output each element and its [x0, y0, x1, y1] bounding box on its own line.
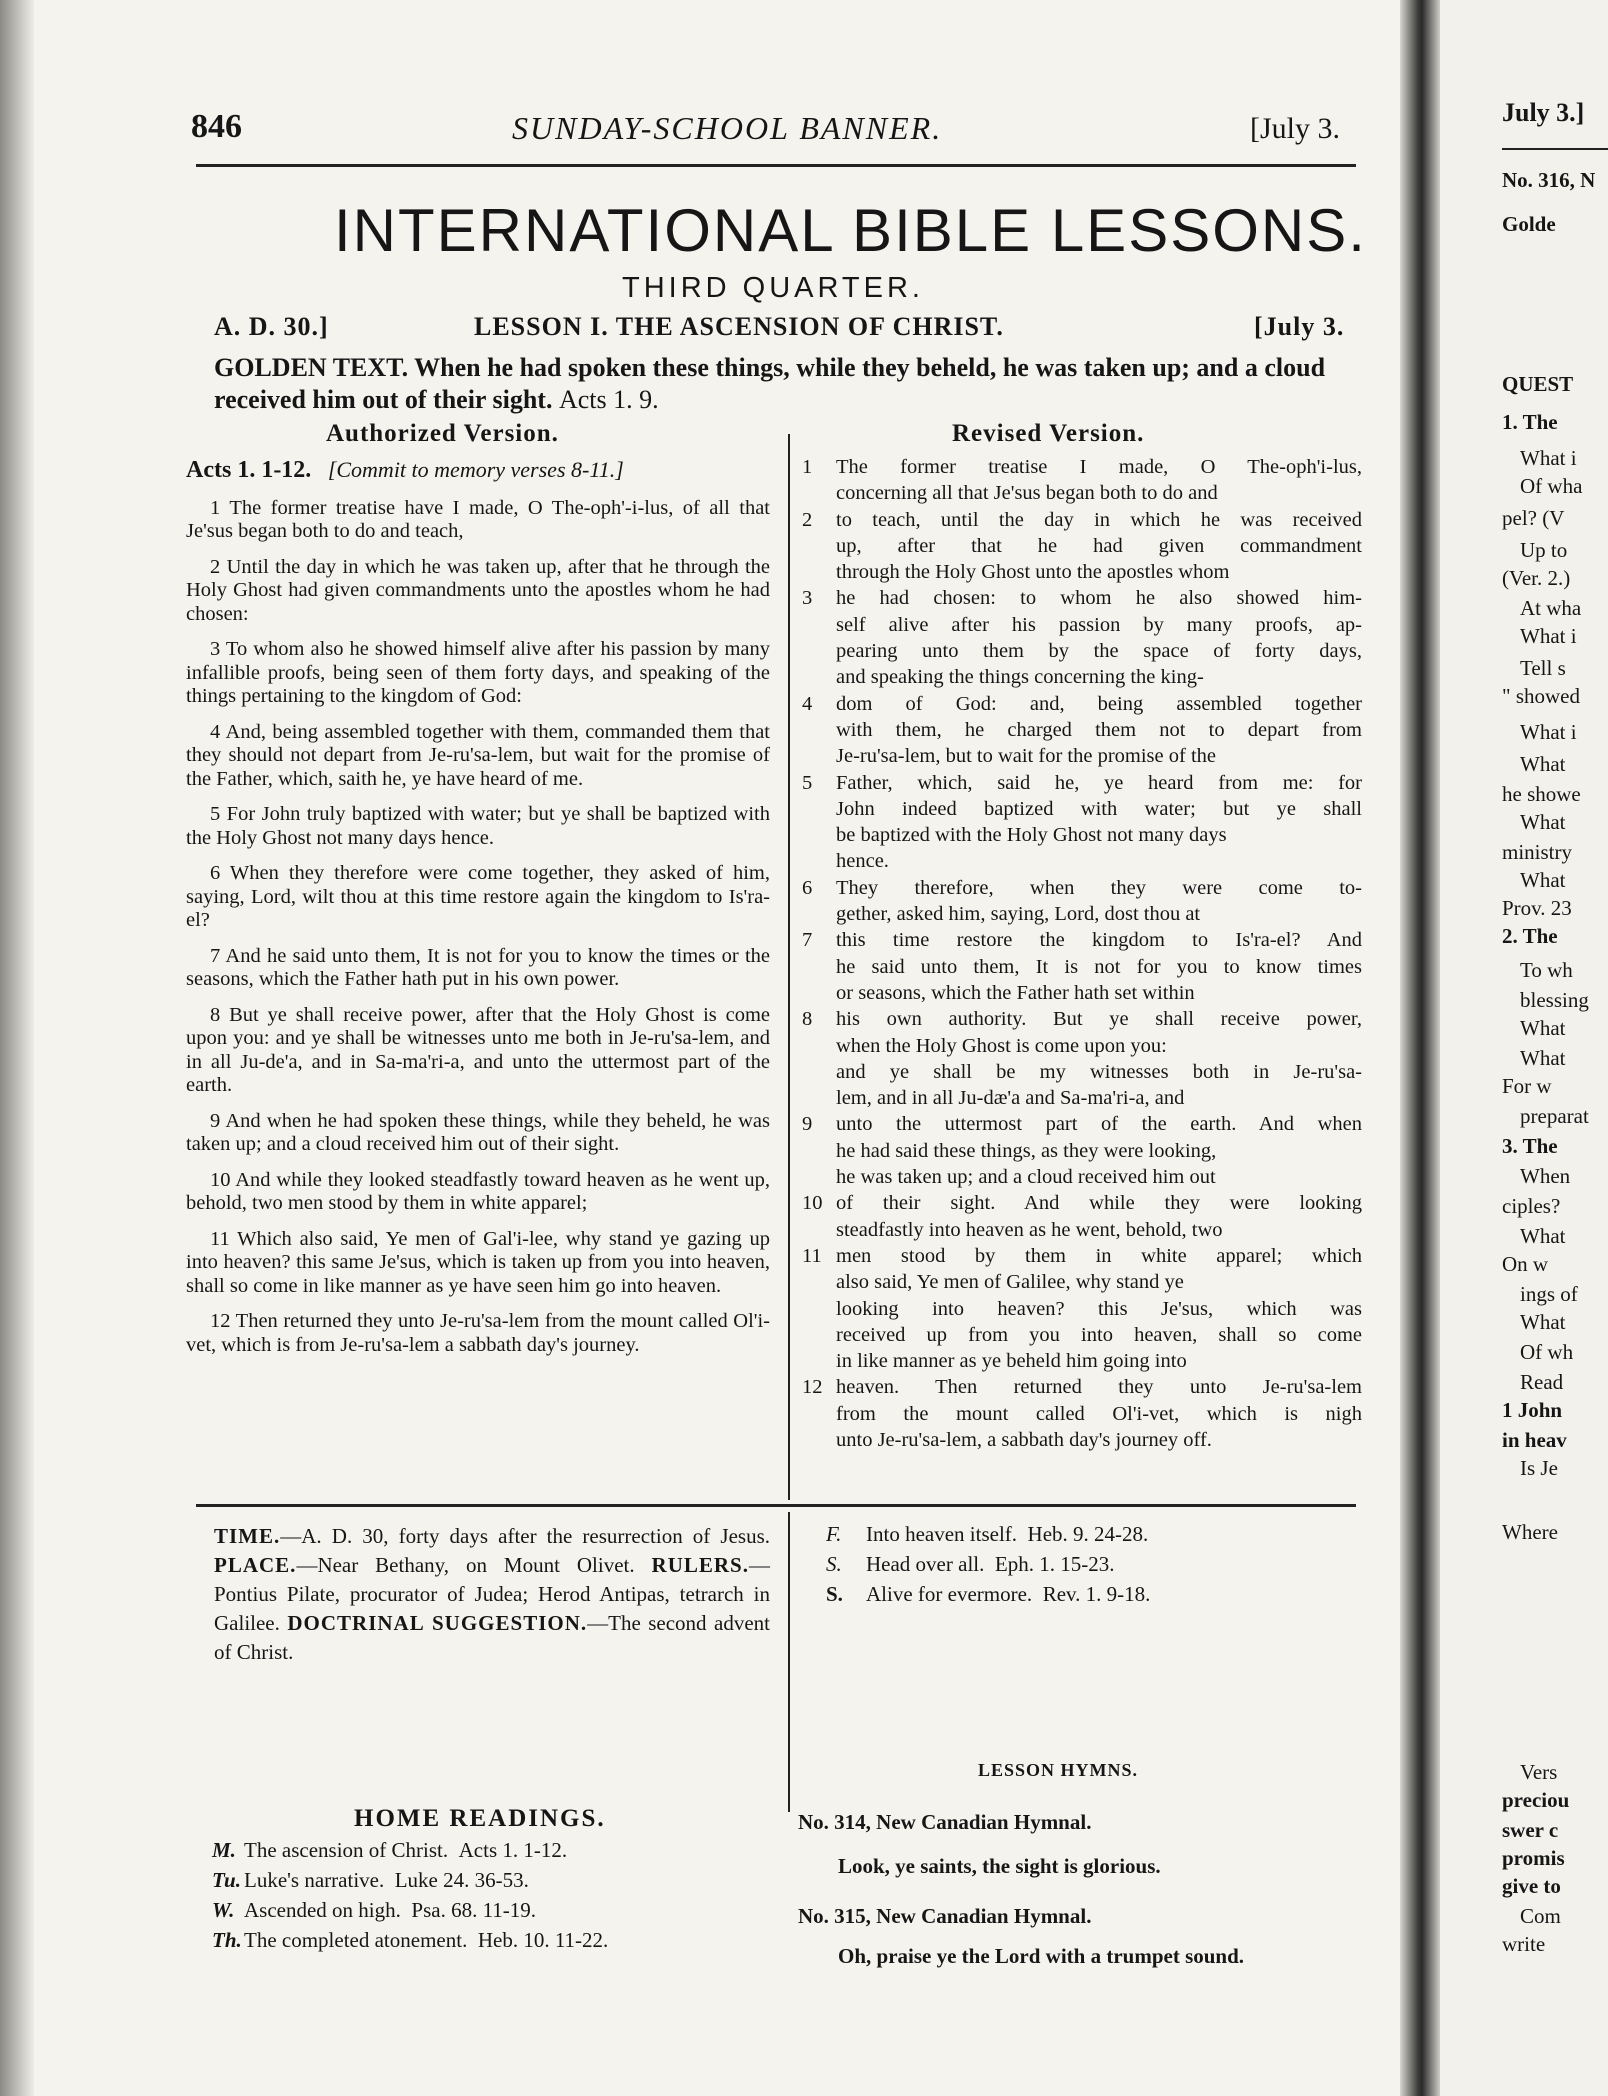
- revised-line: [802, 1033, 1362, 1059]
- facing-page-fragment: Read: [1520, 1370, 1564, 1394]
- verse-number: [802, 1164, 836, 1190]
- facing-page-fragment: give to: [1502, 1874, 1561, 1898]
- verse: 9 And when he had spoken these things, while they beheld, he was taken up; and a cloud received him out of their sight.: [186, 1109, 770, 1155]
- reading-item: W. Ascended on high. Psa. 68. 11-19.: [212, 1898, 537, 1922]
- verse-number: 9: [802, 1113, 813, 1136]
- revised-line: [802, 1296, 1362, 1322]
- revised-line: [802, 980, 1362, 1006]
- verse-number: 7: [802, 929, 813, 952]
- facing-page-fragment: Com: [1520, 1904, 1561, 1928]
- revised-line: [802, 1401, 1362, 1427]
- revised-text: of their sight. And while they were looking: [836, 1192, 1362, 1215]
- verse-number: [802, 980, 836, 1006]
- revised-text: he had said these things, as they were looking,: [836, 1139, 1217, 1162]
- lesson-name: LESSON I. THE ASCENSION OF CHRIST.: [474, 312, 1004, 341]
- verse-number: [802, 1085, 836, 1111]
- facing-page-fragment: Up to: [1520, 538, 1568, 562]
- verse-number: [802, 559, 836, 585]
- revised-text: he was taken up; and a cloud received him out: [836, 1166, 1216, 1189]
- hymn-first-line: Oh, praise ye the Lord with a trumpet sound.: [838, 1944, 1245, 1968]
- revised-line: [802, 638, 1362, 664]
- revised-text: to teach, until the day in which he was received: [836, 508, 1362, 531]
- revised-line: [802, 1111, 1362, 1137]
- verse: 2 Until the day in which he was taken up, after that he through the Holy Ghost had given commandments unto the apostles whom he had chosen:: [186, 555, 770, 625]
- revised-text: pearing unto them by the space of forty days,: [836, 640, 1362, 663]
- facing-page-fragment: What: [1520, 1310, 1566, 1334]
- revised-text: gether, asked him, saying, Lord, dost thou at: [836, 903, 1201, 926]
- verse: 5 For John truly baptized with water; but ye shall be baptized with the Holy Ghost not many days hence.: [186, 803, 770, 849]
- lesson-hymns-title: LESSON HYMNS.: [978, 1760, 1139, 1780]
- facing-page-fragment: pel? (V: [1502, 506, 1565, 530]
- revised-line: [802, 664, 1362, 690]
- revised-line: [802, 1322, 1362, 1348]
- revised-line: [802, 875, 1362, 901]
- facing-page-fragment: What: [1520, 868, 1566, 892]
- scripture-reference: Acts 1. 1-12. [Commit to memory verses 8-11.]: [186, 457, 624, 483]
- facing-page-fragment: ciples?: [1502, 1194, 1561, 1218]
- home-readings-list: [212, 1838, 772, 1958]
- revised-line: [802, 507, 1362, 533]
- revised-line: [802, 822, 1362, 848]
- facing-page: [1440, 0, 1608, 2096]
- revised-text: Father, which, said he, ye heard from me: for: [836, 771, 1362, 794]
- golden-text-label: GOLDEN TEXT.: [214, 353, 409, 382]
- verse-number: [802, 901, 836, 927]
- facing-page-fragment: preciou: [1502, 1788, 1570, 1812]
- verse-number: [802, 1401, 836, 1427]
- verse-number: [802, 822, 836, 848]
- facing-page-fragment: " showed: [1502, 684, 1580, 708]
- facing-page-fragment: Of wha: [1520, 474, 1583, 498]
- revised-line: [802, 612, 1362, 638]
- revised-line: [802, 1269, 1362, 1295]
- revised-line: [802, 559, 1362, 585]
- verse-number: [802, 664, 836, 690]
- reading-item: M. The ascension of Christ. Acts 1. 1-12.: [212, 1838, 568, 1862]
- facing-page-fragment: ministry: [1502, 840, 1573, 864]
- authorized-column: [186, 458, 770, 1369]
- reading-item: S. Alive for evermore. Rev. 1. 9-18.: [826, 1582, 1151, 1606]
- revised-text: through the Holy Ghost unto the apostles whom: [836, 561, 1230, 584]
- verse: 8 But ye shall receive power, after that the Holy Ghost is come upon you: and ye shall be witnesses unto me both in Je-ru'sa-lem, and in all Ju-de'a, and in Sa-ma'ri-a, and unto the uttermost part of the earth.: [186, 1003, 770, 1096]
- revised-text: in like manner as ye beheld him going into: [836, 1350, 1187, 1373]
- revised-line: [802, 1085, 1362, 1111]
- home-readings-continued: [826, 1522, 1346, 1612]
- authorized-heading: Authorized Version.: [326, 420, 559, 447]
- facing-page-fragment: Tell s: [1520, 656, 1566, 680]
- revised-line: [802, 743, 1362, 769]
- revised-line: [802, 1348, 1362, 1374]
- golden-text: [214, 352, 1334, 416]
- verse-number: [802, 743, 836, 769]
- facing-page-fragment: What: [1520, 1046, 1566, 1070]
- verse-number: [802, 1296, 836, 1322]
- facing-page-fragment: 1. The: [1502, 410, 1558, 434]
- verse-number: [802, 612, 836, 638]
- verse: 10 And while they looked steadfastly toward heaven as he went up, behold, two men stood by them in white apparel;: [186, 1168, 770, 1214]
- revised-text: received up from you into heaven, shall so come: [836, 1323, 1362, 1346]
- facing-page-fragment: What: [1520, 752, 1566, 776]
- verse-number: [802, 480, 836, 506]
- verse-number: 2: [802, 508, 813, 531]
- home-readings-title: HOME READINGS.: [354, 1805, 606, 1832]
- facing-page-fragment: When: [1520, 1164, 1571, 1188]
- revised-line: [802, 848, 1362, 874]
- verse-number: [802, 1033, 836, 1059]
- verse: 1 The former treatise have I made, O The-oph'-i-lus, of all that Je'sus began both to do and teach,: [186, 496, 770, 542]
- running-title: SUNDAY-SCHOOL BANNER.: [512, 110, 943, 146]
- facing-page-fragment: 2. The: [1502, 924, 1558, 948]
- revised-text: The former treatise I made, O The-oph'i-lus,: [836, 456, 1362, 478]
- verse-number: 4: [802, 692, 813, 715]
- facing-page-fragment: he showe: [1502, 782, 1581, 806]
- hymn-number: No. 314, New Canadian Hymnal.: [798, 1810, 1092, 1834]
- revised-line: [802, 1427, 1362, 1453]
- revised-line: [802, 1243, 1362, 1269]
- revised-text: self alive after his passion by many proofs, ap-: [836, 613, 1362, 636]
- facing-page-fragment: At wha: [1520, 596, 1582, 620]
- revised-line: [802, 1059, 1362, 1085]
- lesson-info: TIME.—A. D. 30, forty days after the resurrection of Jesus. PLACE.—Near Bethany, on Mount Olivet. RULERS.—Pontius Pilate, procurator of Judea; Herod Antipas, tetrarch in Galilee. DOCTRINAL SUGGESTION.—The second advent of Christ.: [214, 1524, 770, 1664]
- revised-text: be baptized with the Holy Ghost not many days: [836, 824, 1227, 847]
- facing-page-fragment: What i: [1520, 720, 1577, 744]
- lower-divider: [788, 1512, 790, 1812]
- verse-number: [802, 717, 836, 743]
- facing-page-fragment: What: [1520, 1016, 1566, 1040]
- revised-text: They therefore, when they were come to-: [836, 876, 1362, 899]
- verse: 7 And he said unto them, It is not for you to know the times or the seasons, which the Father hath put in his own power.: [186, 944, 770, 990]
- revised-line: [802, 691, 1362, 717]
- lesson-date: [July 3.: [1254, 312, 1345, 341]
- header-date: [July 3.: [1250, 112, 1340, 145]
- facing-page-fragment: For w: [1502, 1074, 1552, 1098]
- verse-number: [802, 1217, 836, 1243]
- verse-number: 3: [802, 587, 813, 610]
- reading-item: F. Into heaven itself. Heb. 9. 24-28.: [826, 1522, 1149, 1546]
- page-edge: [0, 0, 34, 2096]
- hymn-number: No. 315, New Canadian Hymnal.: [798, 1904, 1092, 1928]
- facing-page-fragment: Where: [1502, 1520, 1558, 1544]
- revised-text: lem, and in all Ju-dæ'a and Sa-ma'ri-a, and: [836, 1087, 1185, 1110]
- revised-text: also said, Ye men of Galilee, why stand ye: [836, 1271, 1184, 1294]
- verse: 4 And, being assembled together with them, commanded them that they should not depart from Je-ru'sa-lem, but wait for the promise of the Father, which, saith he, ye have heard of me.: [186, 720, 770, 790]
- revised-heading: Revised Version.: [952, 420, 1145, 447]
- page-846: [34, 0, 1400, 2096]
- reading-item: Tu. Luke's narrative. Luke 24. 36-53.: [212, 1868, 529, 1892]
- revised-text: his own authority. But ye shall receive power,: [836, 1008, 1362, 1031]
- revised-text: heaven. Then returned they unto Je-ru'sa-lem: [836, 1376, 1362, 1399]
- header-rule: [196, 164, 1356, 167]
- verse-number: [802, 848, 836, 874]
- facing-page-fragment: What i: [1520, 624, 1577, 648]
- facing-page-fragment: blessing: [1520, 988, 1589, 1012]
- verse-number: [802, 1427, 836, 1453]
- reading-item: S. Head over all. Eph. 1. 15-23.: [826, 1552, 1115, 1576]
- revised-text: looking into heaven? this Je'sus, which was: [836, 1297, 1362, 1320]
- revised-line: [802, 770, 1362, 796]
- facing-page-fragment: What i: [1520, 446, 1577, 470]
- verse-number: 11: [802, 1244, 822, 1267]
- verse: 6 When they therefore were come together, they asked of him, saying, Lord, wilt thou at this time restore again the kingdom to Is'ra-el?: [186, 862, 770, 931]
- verse-number: 12: [802, 1376, 823, 1399]
- revised-text: concerning all that Je'sus began both to do and: [836, 482, 1218, 505]
- facing-page-fragment: in heav: [1502, 1428, 1567, 1452]
- verse-number: [802, 1348, 836, 1374]
- facing-page-header: July 3.]: [1502, 98, 1585, 127]
- revised-text: from the mount called Ol'i-vet, which is nigh: [836, 1402, 1362, 1425]
- facing-page-fragment: preparat: [1520, 1104, 1589, 1128]
- verse-number: 10: [802, 1192, 823, 1215]
- revised-line: [802, 1190, 1362, 1216]
- revised-line: [802, 954, 1362, 980]
- page-title: INTERNATIONAL BIBLE LESSONS.: [334, 197, 1367, 264]
- hymn-first-line: Look, ye saints, the sight is glorious.: [838, 1854, 1161, 1878]
- revised-line: [802, 480, 1362, 506]
- verse-number: 1: [802, 456, 813, 478]
- revised-text: this time restore the kingdom to Is'ra-el? And: [836, 929, 1362, 952]
- revised-text: and ye shall be my witnesses both in Je-ru'sa-: [836, 1060, 1362, 1083]
- facing-page-fragment: On w: [1502, 1252, 1549, 1276]
- revised-text: and speaking the things concerning the king-: [836, 666, 1204, 689]
- verse-number: [802, 638, 836, 664]
- page-number: 846: [191, 108, 242, 145]
- revised-text: Je-ru'sa-lem, but to wait for the promise of the: [836, 745, 1216, 768]
- facing-page-fragment: No. 316, N: [1502, 168, 1596, 192]
- facing-page-fragment: swer c: [1502, 1818, 1559, 1842]
- verse-number: 5: [802, 771, 813, 794]
- verse-number: [802, 533, 836, 559]
- lesson-year: A. D. 30.]: [214, 312, 329, 341]
- revised-text: John indeed baptized with water; but ye shall: [836, 797, 1362, 820]
- verse: 3 To whom also he showed himself alive after his passion by many infallible proofs, being seen of them forty days, and speaking of the things pertaining to the kingdom of God:: [186, 638, 770, 707]
- revised-column: [802, 454, 1362, 1453]
- facing-page-fragment: QUEST: [1502, 372, 1574, 396]
- revised-line: [802, 1138, 1362, 1164]
- facing-page-fragment: promis: [1502, 1846, 1565, 1870]
- revised-text: unto Je-ru'sa-lem, a sabbath day's journey off.: [836, 1428, 1212, 1451]
- revised-text: dom of God: and, being assembled together: [836, 692, 1362, 715]
- revised-line: [802, 585, 1362, 611]
- verse-number: 6: [802, 876, 813, 899]
- revised-line: [802, 1164, 1362, 1190]
- verse: 12 Then returned they unto Je-ru'sa-lem from the mount called Ol'i-vet, which is from Je-ru'sa-lem a sabbath day's journey.: [186, 1310, 770, 1356]
- revised-text: hence.: [836, 850, 889, 873]
- facing-page-fragment: Is Je: [1520, 1456, 1558, 1480]
- revised-line: [802, 533, 1362, 559]
- facing-page-fragment: What: [1520, 810, 1566, 834]
- section-rule: [196, 1504, 1356, 1507]
- book-gutter: [1400, 0, 1440, 2096]
- facing-page-fragment: Vers: [1520, 1760, 1558, 1784]
- revised-text: up, after that he had given commandment: [836, 534, 1362, 557]
- facing-page-fragment: To wh: [1520, 958, 1573, 982]
- facing-page-fragment: Prov. 23: [1502, 896, 1572, 920]
- revised-text: he said unto them, It is not for you to know times: [836, 955, 1362, 978]
- verse-number: [802, 1059, 836, 1085]
- revised-text: unto the uttermost part of the earth. And when: [836, 1113, 1362, 1136]
- revised-text: or seasons, which the Father hath set within: [836, 981, 1195, 1004]
- golden-text-reference: Acts 1. 9.: [558, 385, 659, 414]
- reading-item: Th. The completed atonement. Heb. 10. 11-22.: [212, 1928, 609, 1952]
- verse-number: [802, 1322, 836, 1348]
- revised-line: [802, 1374, 1362, 1400]
- facing-page-fragment: Golde: [1502, 212, 1556, 236]
- facing-page-fragment: 1 John: [1502, 1398, 1563, 1422]
- facing-page-fragment: 3. The: [1502, 1134, 1558, 1158]
- facing-page-fragment: ings of: [1520, 1282, 1578, 1306]
- revised-line: [802, 1217, 1362, 1243]
- facing-page-fragment: Of wh: [1520, 1340, 1574, 1364]
- column-divider: [788, 434, 790, 1500]
- verse-number: 8: [802, 1008, 813, 1031]
- facing-page-fragment: What: [1520, 1224, 1566, 1248]
- revised-line: [802, 796, 1362, 822]
- verse-number: [802, 1138, 836, 1164]
- revised-line: [802, 901, 1362, 927]
- verse-number: [802, 954, 836, 980]
- verse-number: [802, 796, 836, 822]
- facing-page-fragment: write: [1502, 1932, 1546, 1956]
- revised-text: steadfastly into heaven as he went, behold, two: [836, 1218, 1223, 1241]
- golden-text-body: When he had spoken these things, while they beheld, he was taken up; and a cloud received him out of their sight.: [214, 353, 1326, 414]
- facing-page-fragment: (Ver. 2.): [1502, 566, 1571, 590]
- revised-line: [802, 717, 1362, 743]
- verse: 11 Which also said, Ye men of Gal'i-lee, why stand ye gazing up into heaven? this same Je'sus, which is taken up from you into heaven, shall so come in like manner as ye have seen him go into heaven.: [186, 1227, 770, 1297]
- page-subtitle: THIRD QUARTER.: [622, 272, 924, 304]
- revised-line: [802, 927, 1362, 953]
- revised-text: when the Holy Ghost is come upon you:: [836, 1034, 1167, 1057]
- revised-line: [802, 454, 1362, 480]
- revised-text: with them, he charged them not to depart from: [836, 718, 1362, 741]
- revised-text: men stood by them in white apparel; which: [836, 1244, 1362, 1267]
- facing-header-rule: [1502, 148, 1608, 150]
- verse-number: [802, 1269, 836, 1295]
- revised-text: he had chosen: to whom he also showed him-: [836, 587, 1362, 610]
- revised-line: [802, 1006, 1362, 1032]
